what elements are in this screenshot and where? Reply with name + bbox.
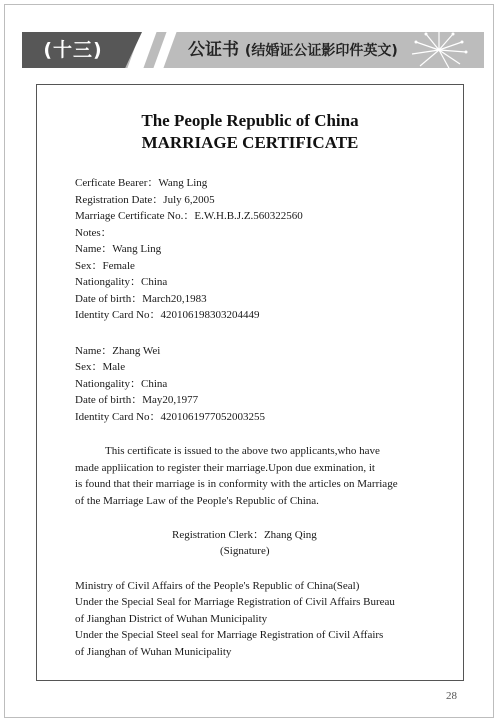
section-title-sub: (结婚证公证影印件英文) [244,43,398,59]
registration-clerk: Registration Clerk：Zhang Qing [172,529,317,541]
seal-line: of Jianghan District of Wuhan Municipality [75,613,268,625]
bride-name: Name：Wang Ling [75,243,162,255]
certificate-number-line: Marriage Certificate No.：E.W.H.B.J.Z.560322560 [75,210,303,222]
firework-decoration-icon [408,28,470,72]
groom-birth-date: Date of birth：May20,1977 [75,394,199,406]
certificate-subtitle: MARRIAGE CERTIFICATE [141,133,359,152]
seal-line: Under the Special Steel seal for Marriage Registration of Civil Affairs [75,629,384,641]
bride-birth-date: Date of birth：March20,1983 [75,293,207,305]
body-paragraph-line: is found that their marriage is in conformity with the articles on Marriage [75,478,398,490]
certificate-title: The People Republic of China [141,111,359,130]
section-title-main: 公证书 [188,40,239,60]
chapter-label: (十三) [43,39,103,61]
body-paragraph-line: of the Marriage Law of the People's Republic of China. [75,495,319,507]
page-number: 28 [446,690,457,702]
bride-sex: Sex：Female [75,260,135,272]
bride-nationality: Nationgality：China [75,276,168,288]
seal-line: Under the Special Seal for Marriage Registration of Civil Affairs Bureau [75,596,395,608]
body-paragraph-line: This certificate is issued to the above two applicants,who have [105,445,380,457]
groom-id-number: Identity Card No：4201061977052003255 [75,411,266,423]
bride-id-number: Identity Card No：420106198303204449 [75,309,260,321]
seal-line: Ministry of Civil Affairs of the People's Republic of China(Seal) [75,580,360,592]
body-paragraph-line: made appliication to register their marriage.Upon due exmination, it [75,462,375,474]
groom-name: Name：Zhang Wei [75,345,161,357]
groom-nationality: Nationgality：China [75,378,168,390]
groom-sex: Sex：Male [75,361,126,373]
seal-line: of Jianghan of Wuhan Municipality [75,646,232,658]
registration-date-line: Registration Date：July 6,2005 [75,194,215,206]
section-title [188,32,398,68]
notes-line: Notes： [75,227,112,239]
bearer-line: Cerficate Bearer：Wang Ling [75,177,208,189]
signature-label: (Signature) [220,545,270,557]
banner-stripe [153,32,176,68]
